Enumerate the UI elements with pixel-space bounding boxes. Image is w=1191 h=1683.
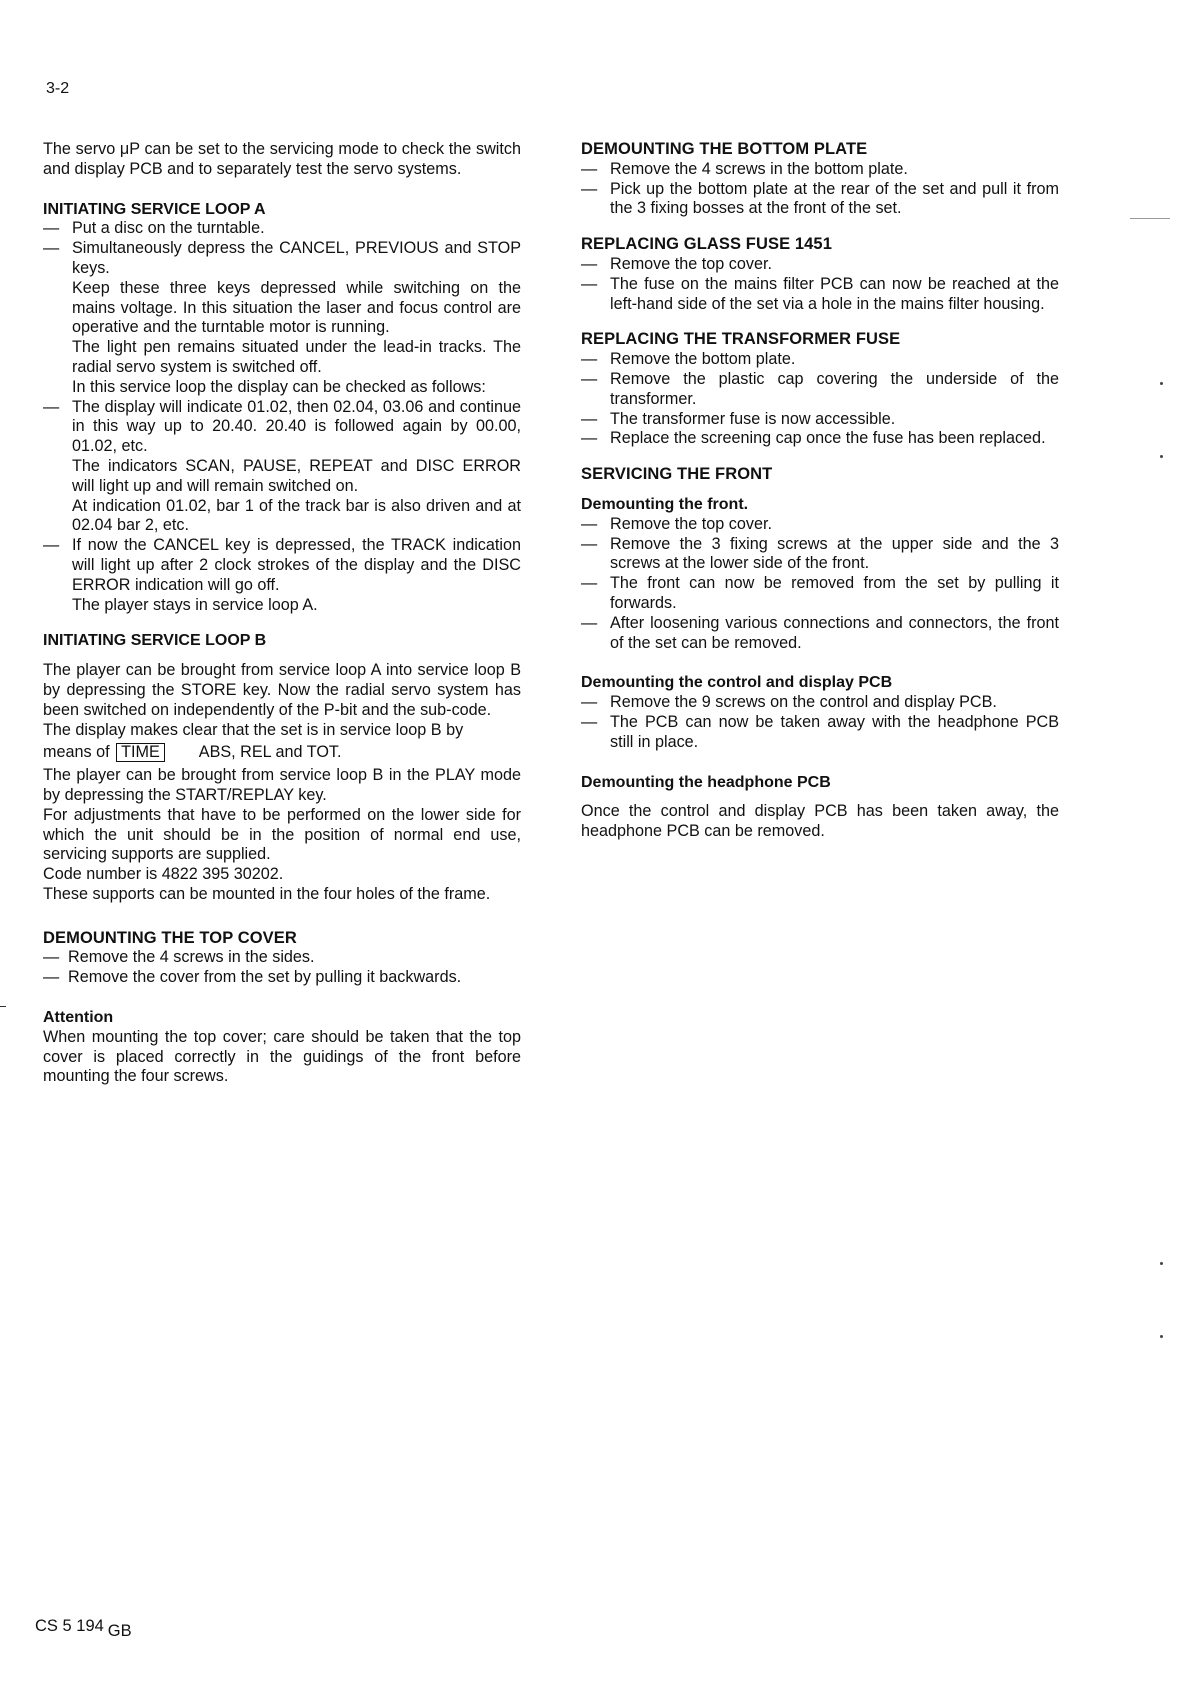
loop-a-heading: INITIATING SERVICE LOOP A (43, 200, 266, 218)
time-key-box: TIME (116, 743, 165, 762)
loop-b-paragraph: The player can be brought from service loop A into service loop B by depressing the STORE key. Now the radial servo system has been switched on independently of the P-bit and the sub-code. (43, 661, 521, 719)
list-item: — If now the CANCEL key is depressed, the TRACK indication will light up after 2 clock strokes of the display and the DISC ERROR indication will go off. The player stays in service loop A. (43, 536, 521, 615)
footer-code (35, 1617, 132, 1640)
headphone-pcb-heading: Demounting the headphone PCB (581, 773, 831, 791)
list-item: — Remove the top cover. (581, 515, 1059, 535)
list-item-note: The player stays in service loop A. (72, 595, 318, 614)
footer-code-text: CS 5 194 (35, 1617, 104, 1635)
scan-mark (1130, 218, 1170, 219)
list-item: — Remove the top cover. (581, 255, 1059, 275)
list-item: — The transformer fuse is now accessible. (581, 410, 1059, 430)
loop-b-heading: INITIATING SERVICE LOOP B (43, 632, 267, 650)
glass-fuse-list (581, 255, 1059, 314)
footer-language: GB (107, 1622, 132, 1640)
list-item-note: Keep these three keys depressed while switching on the mains voltage. In this situation the laser and focus control are operative and the turntable motor is running. (72, 278, 521, 337)
attention-paragraph: When mounting the top cover; care should be taken that the top cover is placed correctly in the guidings of the front before mounting the four screws. (43, 1027, 521, 1086)
list-item-note: The light pen remains situated under the lead-in tracks. The radial servo system is switched off. (72, 338, 521, 376)
page-number: 3-2 (46, 80, 70, 97)
front-list (581, 515, 1059, 654)
list-item: — After loosening various connections and connectors, the front of the set can be removed. (581, 614, 1059, 654)
loop-b-paragraph: These supports can be mounted in the four holes of the frame. (43, 884, 491, 903)
list-item: — Pick up the bottom plate at the rear of the set and pull it from the 3 fixing bosses at the front of the set. (581, 180, 1059, 220)
scan-speck (1160, 1335, 1163, 1338)
list-item: — Remove the cover from the set by pulling it backwards. (43, 968, 521, 988)
left-column (43, 140, 521, 1087)
glass-fuse-heading: REPLACING GLASS FUSE 1451 (581, 235, 832, 254)
bottom-plate-list (581, 160, 1059, 219)
list-item: — Remove the 9 screws on the control and display PCB. (581, 693, 1059, 713)
headphone-pcb-paragraph: Once the control and display PCB has been taken away, the headphone PCB can be removed. (581, 802, 1059, 841)
front-sub-heading: Demounting the front. (581, 495, 749, 513)
list-item-note: The indicators SCAN, PAUSE, REPEAT and DISC ERROR will light up and will remain switched on. (72, 456, 521, 495)
list-item-note: In this service loop the display can be checked as follows: (72, 377, 486, 396)
list-item: — Remove the 4 screws in the sides. (43, 948, 521, 968)
scan-mark (0, 1006, 6, 1007)
loop-b-paragraph: Code number is 4822 395 30202. (43, 865, 284, 884)
list-item-note: At indication 01.02, bar 1 of the track bar is also driven and at 02.04 bar 2, etc. (72, 496, 521, 535)
attention-heading: Attention (43, 1009, 114, 1027)
list-item: — Remove the 4 screws in the bottom plate. (581, 160, 1059, 180)
list-item: — The PCB can now be taken away with the headphone PCB still in place. (581, 713, 1059, 753)
list-item: — Put a disc on the turntable. (43, 219, 521, 239)
intro-paragraph: The servo μP can be set to the servicing mode to check the switch and display PCB and to separately test the servo systems. (43, 140, 521, 178)
top-cover-heading: DEMOUNTING THE TOP COVER (43, 928, 297, 947)
loop-a-list (43, 219, 521, 615)
top-cover-list (43, 948, 521, 988)
scan-speck (1160, 1262, 1163, 1265)
list-item: — The front can now be removed from the set by pulling it forwards. (581, 574, 1059, 614)
list-item: — The fuse on the mains filter PCB can now be reached at the left-hand side of the set via a hole in the mains filter housing. (581, 275, 1059, 315)
list-item: — Replace the screening cap once the fuse has been replaced. (581, 429, 1059, 449)
transformer-fuse-heading: REPLACING THE TRANSFORMER FUSE (581, 330, 901, 349)
right-column (581, 140, 1059, 842)
control-pcb-heading: Demounting the control and display PCB (581, 674, 893, 692)
bottom-plate-heading: DEMOUNTING THE BOTTOM PLATE (581, 140, 868, 158)
transformer-fuse-list (581, 350, 1059, 449)
list-item: — Remove the plastic cap covering the underside of the transformer. (581, 370, 1059, 410)
scan-speck (1160, 382, 1163, 385)
list-item: — Simultaneously depress the CANCEL, PREVIOUS and STOP keys. Keep these three keys depressed while switching on the mains voltage. In this situation the laser and focus control are operative and the turntable motor is running. The light pen remains situated under the lead-in tracks. The radial servo system is switched off. In this service loop the display can be checked as follows: (43, 239, 521, 397)
loop-b-means-line: means of TIME ABS, REL and TOT. (43, 743, 342, 762)
loop-b-paragraph: The display makes clear that the set is in service loop B by (43, 720, 464, 739)
list-item: — Remove the 3 fixing screws at the upper side and the 3 screws at the lower side of the front. (581, 535, 1059, 575)
loop-b-paragraph: The player can be brought from service loop B in the PLAY mode by depressing the START/REPLAY key. (43, 766, 521, 804)
list-item: — Remove the bottom plate. (581, 350, 1059, 370)
list-item: — The display will indicate 01.02, then 02.04, 03.06 and continue in this way up to 20.40. 20.40 is followed again by 00.00, 01.02, etc. The indicators SCAN, PAUSE, REPEAT and DISC ERROR will light up and will remain switched on. At indication 01.02, bar 1 of the track bar is also driven and at 02.04 bar 2, etc. (43, 398, 521, 537)
front-heading: SERVICING THE FRONT (581, 465, 773, 484)
loop-b-paragraph: For adjustments that have to be performed on the lower side for which the unit should be in the position of normal end use, servicing supports are supplied. (43, 805, 521, 864)
control-pcb-list (581, 693, 1059, 752)
scan-speck (1160, 455, 1163, 458)
